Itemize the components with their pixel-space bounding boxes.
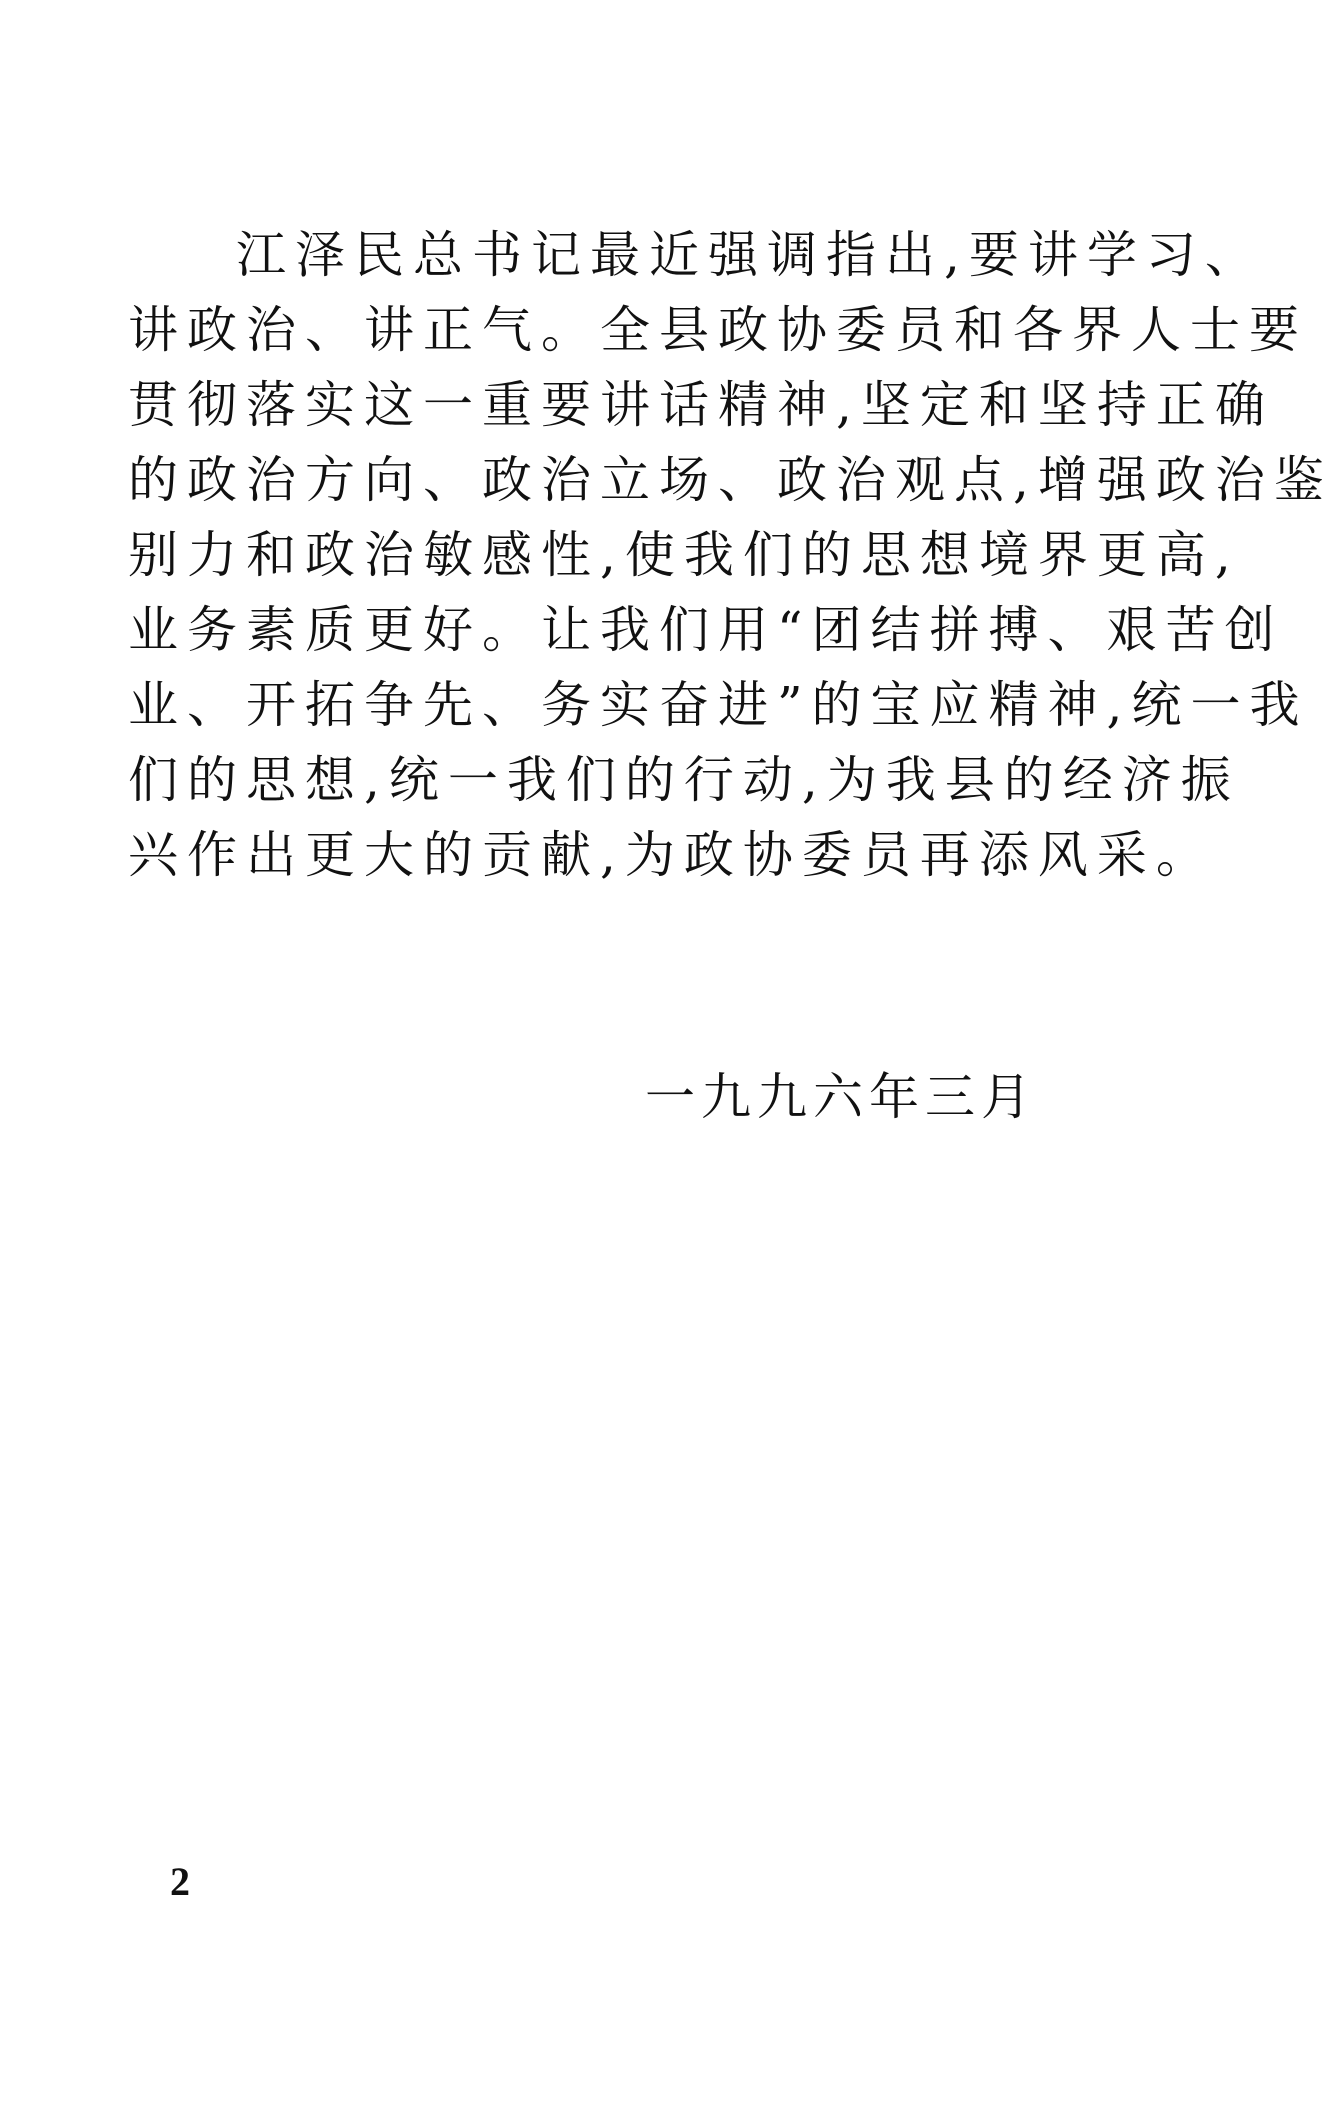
paragraph-line: 业务素质更好。让我们用“团结拼搏、艰苦创 (128, 601, 1284, 659)
paragraph-line: 们的思想,统一我们的行动,为我县的经济振 (128, 751, 1240, 809)
paragraph-line: 江泽民总书记最近强调指出,要讲学习、 (236, 226, 1264, 284)
body-paragraph (128, 218, 1333, 893)
paragraph-line: 业、开拓争先、务实奋进”的宝应精神,统一我 (128, 676, 1309, 734)
date-signature: 一九九六年三月 (645, 1068, 1037, 1126)
paragraph-line: 的政治方向、政治立场、政治观点,增强政治鉴 (128, 451, 1333, 509)
paragraph-line: 别力和政治敏感性,使我们的思想境界更高, (128, 526, 1240, 584)
paragraph-line: 兴作出更大的贡献,为政协委员再添风采。 (128, 826, 1215, 884)
paragraph-line: 贯彻落实这一重要讲话精神,坚定和坚持正确 (128, 376, 1274, 434)
page-number: 2 (170, 1859, 190, 1904)
paragraph-line: 讲政治、讲正气。全县政协委员和各界人士要 (128, 301, 1308, 359)
